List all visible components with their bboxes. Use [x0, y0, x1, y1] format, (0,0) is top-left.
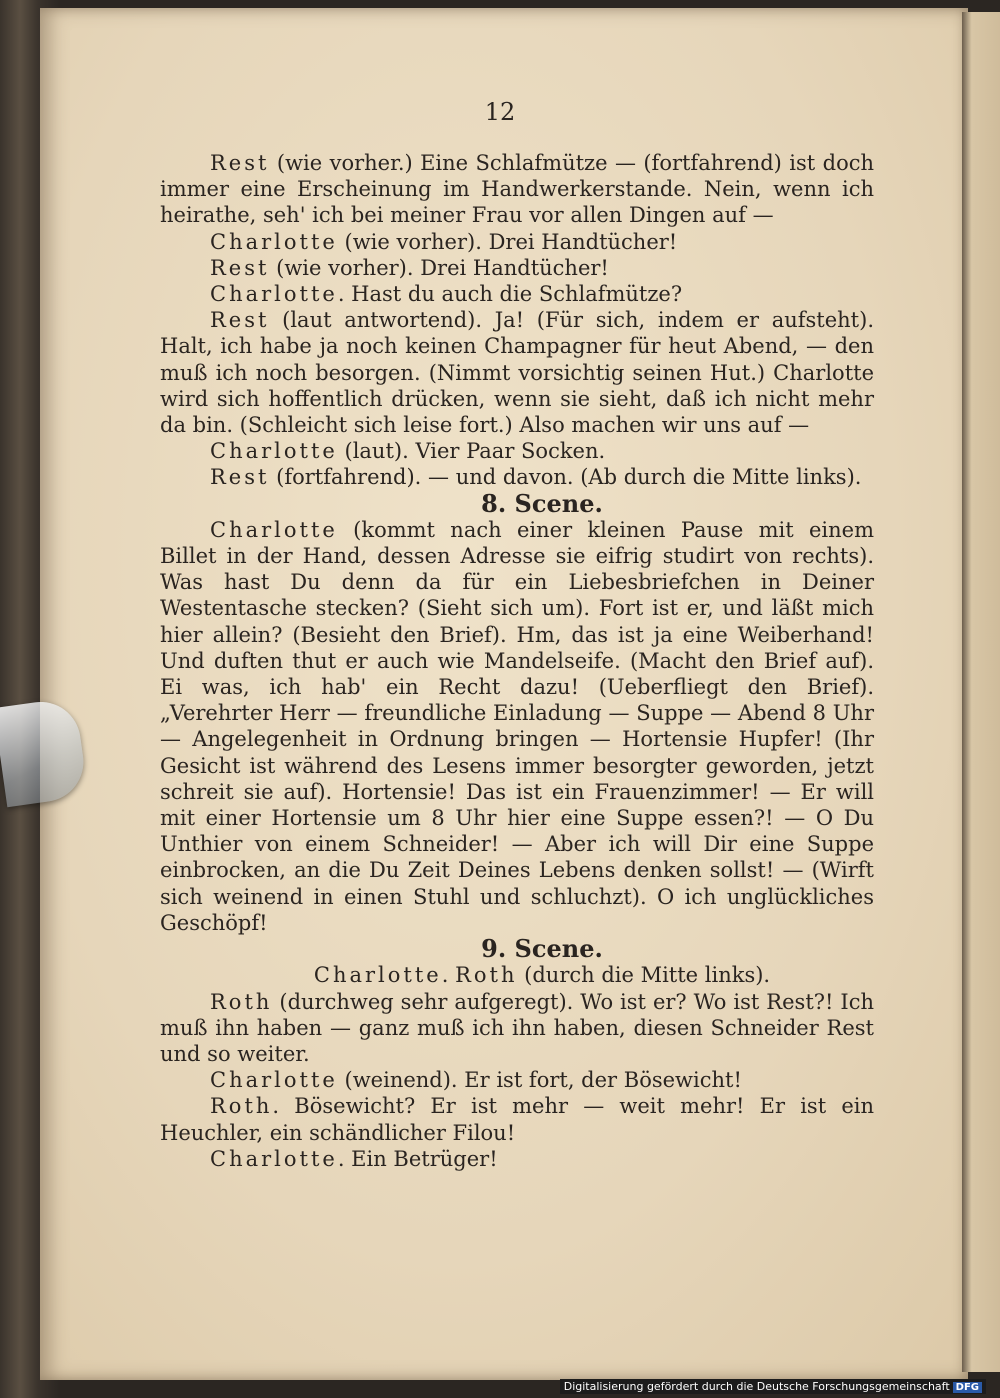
speaker-name: Charlotte: [210, 439, 338, 464]
paragraph: [160, 255, 874, 281]
paragraph-text: (kommt nach einer kleinen Pause mit einem Billet in der Hand, dessen Adresse sie eifrig studirt von rechts). Was hast Du denn da für ein Liebesbriefchen in Deiner Westentasche stecken? (Sieht sich um). Fort ist er, und läßt mich hier allein? (Besieht den Brief). Hm, das ist ja eine Weiberhand! Und duften thut er auch wie Mandelseife. (Macht den Brief auf). Ei was, ich hab' ein Recht dazu! (Ueberfliegt den Brief). „Verehrter Herr — freundliche Einladung — Suppe — Abend 8 Uhr — Angelegenheit in Ordnung bringen — Hortensie Hupfer! (Ihr Gesicht ist während des Lesens immer besorgter geworden, jetzt schreit sie auf). Hortensie! Das ist ein Frauenzimmer! — Er will mit einer Hortensie um 8 Uhr hier eine Suppe essen?! — O Du Unthier von einem Schneider! — Aber ich will Dir eine Suppe einbrocken, an die Du Zeit Deines Lebens denken sollst! — (Wirft sich weinend in einen Stuhl und schluchzt). O ich unglückliches Geschöpf!: [160, 517, 874, 935]
speaker-name: Roth: [210, 989, 273, 1014]
paragraph: [160, 989, 874, 1068]
speaker-name: Rest: [210, 308, 270, 333]
speaker-name: Charlotte: [210, 1068, 338, 1093]
page-number: 12: [484, 98, 516, 126]
paragraph: [160, 517, 874, 936]
speaker-name: Charlotte: [210, 282, 338, 307]
paragraph-text: (wie vorher). Drei Handtücher!: [337, 229, 678, 254]
paragraph-text: . Ein Betrüger!: [337, 1146, 498, 1171]
speaker-name: Rest: [210, 255, 270, 280]
digitization-credit: [560, 1379, 986, 1394]
speaker-name: Roth: [210, 1094, 273, 1119]
speaker-name: Charlotte: [210, 229, 338, 254]
paragraph-text: (laut). Vier Paar Socken.: [337, 439, 606, 464]
cast-separator: .: [441, 963, 456, 988]
paragraph: [160, 1146, 874, 1172]
paragraph-text: (wie vorher). Drei Handtücher!: [269, 255, 609, 280]
paragraph-text: (fortfahrend). — und davon. (Ab durch die Mitte links).: [269, 465, 862, 490]
scene-9-cast: [160, 962, 874, 988]
speaker-name: Rest: [210, 151, 270, 175]
paragraph-text: . Hast du auch die Schlafmütze?: [337, 282, 683, 307]
paragraph: [160, 464, 874, 490]
scene-8-heading: 8. Scene.: [481, 488, 603, 518]
paragraph: [160, 150, 874, 229]
paragraph-text: . Bösewicht? Er ist mehr — weit mehr! Er ist ein Heuchler, ein schändlicher Filou!: [160, 1094, 874, 1145]
dfg-logo: DFG: [953, 1382, 982, 1393]
speaker-name: Charlotte: [210, 1146, 338, 1171]
speaker-name: Charlotte: [210, 517, 338, 542]
paragraph-text: (weinend). Er ist fort, der Bösewicht!: [337, 1068, 742, 1093]
speaker-name: Rest: [210, 465, 270, 490]
paragraph: [160, 1093, 874, 1145]
paragraph: [160, 307, 874, 438]
next-page-edge: [962, 12, 1000, 1372]
paragraph: [160, 438, 874, 464]
paragraph-text: (durchweg sehr aufgeregt). Wo ist er? Wo ist Rest?! Ich muß ihn haben — ganz muß ich ihn haben, diesen Schneider Rest und so weiter.: [160, 989, 874, 1066]
paragraph-text: (laut antwortend). Ja! (Für sich, indem er aufsteht). Halt, ich habe ja noch keinen Champagner für heut Abend, — den muß ich noch besorgen. (Nimmt vorsichtig seinen Hut.) Charlotte wird sich hoffentlich drücken, wenn sie sieht, daß ich nicht mehr da bin. (Schleicht sich leise fort.) Also machen wir uns auf —: [160, 308, 874, 438]
cast-direction: (durch die Mitte links).: [517, 963, 771, 988]
credit-text: Digitalisierung gefördert durch die Deutsche Forschungsgemeinschaft: [563, 1380, 950, 1393]
paragraph: [160, 229, 874, 255]
paragraph: [160, 281, 874, 307]
paragraph-text: (wie vorher.) Eine Schlafmütze — (fortfahrend) ist doch immer eine Erscheinung im Handwerkerstande. Nein, wenn ich heirathe, seh' ich bei meiner Frau vor allen Dingen auf —: [160, 151, 874, 228]
page-text: [160, 150, 874, 1172]
speaker-name: Roth: [455, 963, 518, 988]
speaker-name: Charlotte: [313, 963, 442, 988]
paragraph: [160, 1067, 874, 1093]
scene-9-heading: 9. Scene.: [481, 934, 603, 964]
